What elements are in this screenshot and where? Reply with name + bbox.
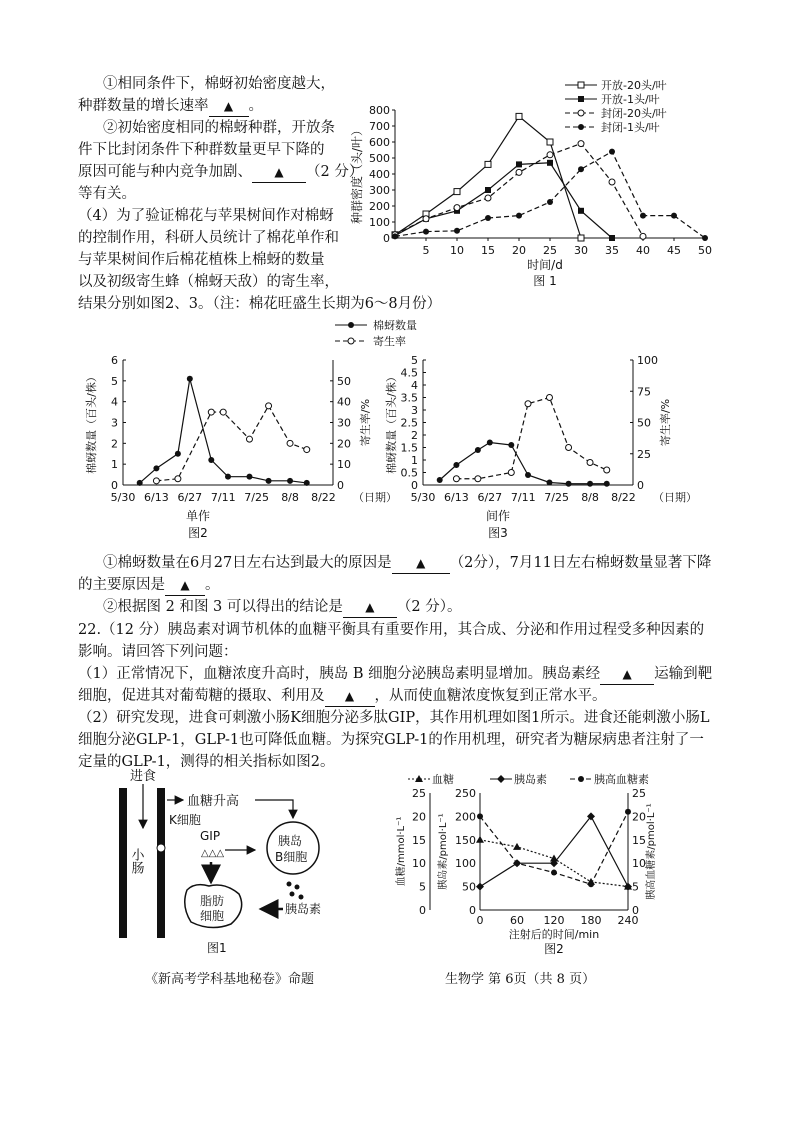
data-point bbox=[266, 403, 272, 409]
y-tick-label: 500 bbox=[369, 152, 390, 165]
series-line bbox=[480, 816, 628, 886]
data-point bbox=[454, 189, 460, 195]
x-tick-label: 25 bbox=[543, 244, 557, 257]
q-line: 以及初级寄生蜂（棉蚜天敌）的寄生率， bbox=[78, 274, 339, 290]
series-line bbox=[456, 398, 606, 479]
data-point bbox=[516, 161, 522, 167]
data-point bbox=[525, 401, 531, 407]
series-line bbox=[440, 443, 607, 484]
data-point bbox=[476, 836, 484, 843]
insulin-tick-label: 0 bbox=[469, 904, 476, 917]
q-line: 影响。请回答下列问题： bbox=[78, 644, 238, 660]
x-tick-label: 7/25 bbox=[244, 491, 269, 504]
data-point bbox=[566, 481, 572, 487]
x-axis-label: 注射后的时间/min bbox=[508, 928, 600, 941]
chart-title: 图 1 bbox=[533, 274, 557, 288]
x-tick-label: 35 bbox=[605, 244, 619, 257]
x-tick-label: 7/25 bbox=[544, 491, 569, 504]
data-point bbox=[453, 476, 459, 482]
data-point bbox=[547, 160, 553, 166]
q-line: 22.（12 分）胰岛素对调节机体的血糖平衡具有重要作用，其合成、分泌和作用过程受多种因素的 bbox=[78, 622, 705, 638]
y-tick-label: 0 bbox=[111, 479, 118, 492]
y-tick-label: 2 bbox=[111, 437, 118, 451]
q-line: ②根据图 2 和图 3 可以得出的结论是 ▲ （2 分）。 bbox=[103, 597, 461, 618]
insulin-tick-label: 250 bbox=[455, 787, 476, 800]
legend-label: 血糖 bbox=[432, 773, 454, 786]
q-line: ①棉蚜数量在6月27日左右达到最大的原因是 ▲ （2分），7月11日左右棉蚜数量显著下降 bbox=[103, 553, 711, 574]
y-tick-label: 4.5 bbox=[400, 366, 418, 380]
panel-title: 图2 bbox=[188, 526, 208, 540]
x-tick-label: 10 bbox=[450, 244, 464, 257]
y-tick-label: 100 bbox=[369, 216, 390, 229]
q-line: 的控制作用，科研人员统计了棉花单作和 bbox=[78, 230, 339, 246]
insulin-tick-label: 100 bbox=[455, 857, 476, 871]
x-tick-label: 6/27 bbox=[177, 491, 203, 504]
y-tick-label: 200 bbox=[369, 200, 390, 213]
data-point bbox=[153, 478, 159, 484]
k-cell bbox=[157, 844, 165, 852]
panel-subtitle: 间作 bbox=[485, 509, 511, 523]
data-point bbox=[578, 235, 584, 241]
data-point bbox=[640, 233, 646, 239]
data-point bbox=[153, 465, 159, 471]
y-tick-label: 3 bbox=[111, 416, 118, 430]
q-line: 细胞分泌GLP-1，GLP-1也可降低血糖。为探究GLP-1的作用机理，研究者为糖尿病患者注射了一 bbox=[78, 732, 704, 748]
y2-tick-label: 0 bbox=[637, 479, 644, 492]
y-tick-label: 3 bbox=[411, 404, 418, 417]
y2-tick-label: 50 bbox=[337, 374, 351, 388]
x-tick-label: 6/27 bbox=[477, 491, 503, 504]
x-tick-label: 7/11 bbox=[510, 491, 536, 504]
glucagon-tick-label: 15 bbox=[632, 833, 646, 847]
gip-molecules: △△△ bbox=[201, 848, 225, 859]
data-point bbox=[287, 440, 293, 446]
y2-tick-label: 25 bbox=[637, 447, 651, 461]
q-line: 等有关。 bbox=[78, 186, 136, 202]
data-point bbox=[578, 110, 584, 116]
q-line: 原因可能与种内竞争加剧、 ▲ （2 分） bbox=[78, 162, 363, 183]
answer-blank[interactable]: ▲ bbox=[392, 553, 450, 574]
y2-tick-label: 30 bbox=[337, 416, 351, 430]
fat-label-1: 脂肪 bbox=[200, 894, 225, 908]
data-point bbox=[546, 395, 552, 401]
x-tick-label: 5/30 bbox=[110, 491, 136, 504]
y-tick-label: 4 bbox=[111, 395, 118, 409]
data-point bbox=[588, 881, 594, 887]
fat-label-2: 细胞 bbox=[200, 909, 225, 923]
q-line: （2）研究发现，进食可刺激小肠K细胞分泌多肽GIP，其作用机理如图1所示。进食还能刺激小肠L bbox=[78, 710, 710, 726]
data-point bbox=[587, 460, 593, 466]
data-point bbox=[437, 477, 443, 483]
y-tick-label: 300 bbox=[369, 184, 390, 197]
x-tick-label: 6/13 bbox=[144, 491, 169, 504]
intestine-label-1: 小肠 bbox=[128, 848, 144, 874]
data-point bbox=[348, 322, 354, 328]
data-point bbox=[546, 480, 552, 486]
glp1-chart bbox=[396, 773, 680, 960]
data-point bbox=[508, 442, 514, 448]
x-tick-label: 180 bbox=[580, 914, 602, 927]
data-point bbox=[475, 476, 481, 482]
legend-label: 寄生率 bbox=[373, 335, 406, 348]
data-point bbox=[246, 474, 252, 480]
data-point bbox=[547, 139, 553, 145]
y2-tick-label: 40 bbox=[337, 395, 351, 409]
y2-tick-label: 20 bbox=[337, 437, 351, 451]
data-point bbox=[508, 470, 514, 476]
data-point bbox=[516, 113, 522, 119]
insulin-axis-label: 胰岛素/pmol·L⁻¹ bbox=[438, 813, 449, 890]
data-point bbox=[578, 166, 584, 172]
answer-blank[interactable]: ▲ bbox=[209, 96, 249, 117]
glucagon-tick-label: 5 bbox=[632, 880, 639, 894]
data-point bbox=[208, 457, 214, 463]
data-point bbox=[266, 478, 272, 484]
intestine-wall-left bbox=[119, 788, 127, 938]
data-point bbox=[578, 208, 584, 214]
data-point bbox=[625, 809, 631, 815]
glucagon-tick-label: 10 bbox=[632, 857, 646, 871]
figure-caption: 图1 bbox=[207, 941, 227, 955]
x-tick-label: 30 bbox=[574, 244, 588, 257]
insulin-label: 胰岛素 bbox=[285, 902, 322, 916]
data-point bbox=[225, 474, 231, 480]
data-point bbox=[485, 161, 491, 167]
glucose-axis-label: 血糖/mmol·L⁻¹ bbox=[396, 816, 407, 887]
answer-blank[interactable]: ▲ bbox=[343, 597, 397, 618]
glucose-to-islet-arrow bbox=[255, 800, 293, 818]
y2-axis-label: 寄生率/% bbox=[359, 398, 372, 447]
series-line bbox=[395, 163, 612, 238]
data-point bbox=[578, 124, 584, 130]
data-point bbox=[578, 96, 584, 102]
data-point bbox=[348, 338, 354, 344]
y-tick-label: 3.5 bbox=[400, 391, 418, 405]
y-tick-label: 400 bbox=[369, 168, 390, 181]
data-point bbox=[304, 480, 310, 486]
k-cell-label: K细胞 bbox=[169, 813, 201, 827]
data-point bbox=[392, 233, 398, 239]
data-point bbox=[187, 376, 193, 382]
data-point bbox=[246, 436, 252, 442]
x-axis-label: （日期） bbox=[353, 491, 397, 504]
y2-axis-label: 寄生率/% bbox=[659, 398, 672, 447]
x-tick-label: 50 bbox=[698, 244, 712, 257]
legend-label: 胰岛素 bbox=[514, 773, 547, 786]
x-tick-label: 8/22 bbox=[311, 491, 336, 504]
data-point bbox=[476, 883, 484, 891]
panel-title: 图3 bbox=[488, 526, 508, 540]
data-point bbox=[220, 409, 226, 415]
glucose-tick-label: 0 bbox=[419, 904, 426, 917]
y-tick-label: 800 bbox=[369, 104, 390, 117]
data-point bbox=[609, 235, 615, 241]
data-point bbox=[454, 205, 460, 211]
data-point bbox=[525, 472, 531, 478]
legend-label: 开放-20头/叶 bbox=[601, 79, 667, 92]
answer-blank[interactable]: ▲ bbox=[252, 162, 306, 183]
y2-tick-label: 75 bbox=[637, 385, 651, 399]
y-tick-label: 5 bbox=[411, 354, 418, 367]
y-axis-label: 棉蚜数量（百头/株） bbox=[85, 371, 98, 474]
glucose-up-label: 血糖升高 bbox=[187, 794, 240, 809]
legend-label: 封闭-1头/叶 bbox=[601, 121, 660, 134]
y-tick-label: 1 bbox=[411, 454, 418, 467]
glucagon-tick-label: 20 bbox=[632, 810, 646, 824]
x-tick-label: 0 bbox=[476, 914, 484, 927]
insulin-tick-label: 150 bbox=[455, 833, 476, 847]
insulin-tick-label: 200 bbox=[455, 810, 476, 824]
x-axis-label: 时间/d bbox=[527, 258, 563, 272]
data-point bbox=[497, 775, 505, 783]
legend-label: 棉蚜数量 bbox=[373, 319, 417, 332]
q-line: 的主要原因是 ▲ 。 bbox=[78, 575, 220, 596]
data-point bbox=[671, 213, 677, 219]
data-point bbox=[578, 141, 584, 147]
data-point bbox=[423, 216, 429, 222]
y-tick-label: 2.5 bbox=[400, 416, 418, 430]
x-tick-label: 5/30 bbox=[410, 491, 436, 504]
q-line: （1）正常情况下，血糖浓度升高时，胰岛 B 细胞分泌胰岛素明显增加。胰岛素经 ▲ 运输到靶 bbox=[78, 664, 712, 685]
data-point bbox=[587, 481, 593, 487]
figure-1-chart bbox=[345, 75, 715, 300]
y-tick-label: 1.5 bbox=[400, 441, 418, 455]
glucose-tick-label: 20 bbox=[412, 810, 426, 824]
data-point bbox=[640, 213, 646, 219]
y-tick-label: 700 bbox=[369, 120, 390, 133]
data-point bbox=[609, 179, 615, 185]
y2-tick-label: 10 bbox=[337, 458, 351, 472]
x-tick-label: 15 bbox=[481, 244, 495, 257]
footer-left: 《新高考学科基地秘卷》命题 bbox=[145, 972, 315, 987]
x-tick-label: 20 bbox=[512, 244, 526, 257]
glucose-tick-label: 5 bbox=[419, 880, 426, 894]
data-point bbox=[513, 843, 521, 850]
data-point bbox=[514, 860, 520, 866]
data-point bbox=[137, 480, 143, 486]
answer-blank[interactable]: ▲ bbox=[325, 686, 375, 707]
y2-tick-label: 100 bbox=[637, 354, 658, 367]
y-tick-label: 0.5 bbox=[400, 466, 418, 480]
data-point bbox=[604, 481, 610, 487]
y-tick-label: 0 bbox=[383, 232, 390, 245]
data-point bbox=[454, 228, 460, 234]
q-line: 件下比封闭条件下种群数量更早下降的 bbox=[78, 142, 325, 158]
answer-blank[interactable]: ▲ bbox=[165, 575, 205, 596]
islet-b-cell bbox=[267, 822, 319, 874]
data-point bbox=[547, 152, 553, 158]
data-point bbox=[516, 169, 522, 175]
y-tick-label: 0 bbox=[411, 479, 418, 492]
legend-label: 封闭-20头/叶 bbox=[601, 107, 667, 120]
q-line: 结果分别如图2、3。（注：棉花旺盛生长期为6～8月份） bbox=[78, 296, 442, 312]
glucose-tick-label: 10 bbox=[412, 857, 426, 871]
insulin-dots bbox=[287, 882, 304, 900]
data-point bbox=[578, 776, 584, 782]
q-line: 种群数量的增长速率 ▲ 。 bbox=[78, 96, 263, 117]
data-point bbox=[208, 409, 214, 415]
gip-mechanism-diagram bbox=[105, 770, 365, 960]
x-tick-label: 45 bbox=[667, 244, 681, 257]
x-tick-label: 8/22 bbox=[611, 491, 636, 504]
x-tick-label: 240 bbox=[617, 914, 639, 927]
glucagon-tick-label: 0 bbox=[632, 904, 639, 917]
glucagon-tick-label: 25 bbox=[632, 787, 646, 800]
b-cell-label: B细胞 bbox=[275, 850, 308, 864]
answer-blank[interactable]: ▲ bbox=[600, 664, 654, 685]
intestine-wall-right bbox=[157, 788, 165, 938]
glucagon-axis-label: 胰高血糖素/pmol·L⁻¹ bbox=[646, 803, 657, 900]
glucose-tick-label: 25 bbox=[412, 787, 426, 800]
data-point bbox=[475, 447, 481, 453]
data-point bbox=[304, 447, 310, 453]
data-point bbox=[566, 445, 572, 451]
x-axis-label: （日期） bbox=[653, 491, 697, 504]
y-axis-label: 种群密度（头/叶） bbox=[350, 123, 364, 225]
data-point bbox=[423, 229, 429, 235]
data-point bbox=[578, 82, 584, 88]
data-point bbox=[547, 199, 553, 205]
data-point bbox=[485, 187, 491, 193]
x-tick-label: 6/13 bbox=[444, 491, 469, 504]
islet-label: 胰岛 bbox=[278, 834, 303, 848]
figure-2-3-charts bbox=[75, 310, 695, 550]
q-line: 与苹果树间作后棉花植株上棉蚜的数量 bbox=[78, 252, 325, 268]
q-line: ①相同条件下，棉蚜初始密度越大， bbox=[103, 76, 335, 92]
y2-tick-label: 0 bbox=[337, 479, 344, 492]
panel-subtitle: 单作 bbox=[185, 509, 211, 523]
data-point bbox=[477, 813, 483, 819]
x-tick-label: 5 bbox=[422, 244, 430, 257]
series-line bbox=[140, 379, 307, 483]
x-tick-label: 7/11 bbox=[210, 491, 236, 504]
y-tick-label: 4 bbox=[411, 379, 418, 392]
y-tick-label: 600 bbox=[369, 136, 390, 149]
data-point bbox=[287, 478, 293, 484]
q-line: （4）为了验证棉花与苹果树间作对棉蚜 bbox=[78, 208, 334, 224]
legend-label: 胰高血糖素 bbox=[594, 773, 649, 786]
x-tick-label: 8/8 bbox=[281, 491, 299, 504]
eat-label: 进食 bbox=[130, 769, 157, 784]
gip-label: GIP bbox=[200, 829, 221, 843]
data-point bbox=[516, 213, 522, 219]
data-point bbox=[453, 462, 459, 468]
x-tick-label: 60 bbox=[510, 914, 524, 927]
data-point bbox=[485, 195, 491, 201]
chart-title: 图2 bbox=[544, 942, 564, 956]
glucose-tick-label: 15 bbox=[412, 833, 426, 847]
series-line bbox=[395, 144, 643, 237]
insulin-tick-label: 50 bbox=[462, 880, 476, 894]
q-line: ②初始密度相同的棉蚜种群，开放条 bbox=[103, 120, 335, 136]
data-point bbox=[604, 467, 610, 473]
footer-right: 生物学 第 6页（共 8 页） bbox=[445, 972, 596, 987]
y-tick-label: 5 bbox=[111, 374, 118, 388]
data-point bbox=[485, 215, 491, 221]
data-point bbox=[702, 235, 708, 241]
data-point bbox=[551, 870, 557, 876]
y2-tick-label: 50 bbox=[637, 416, 651, 430]
y-tick-label: 1 bbox=[111, 458, 118, 472]
x-tick-label: 8/8 bbox=[581, 491, 599, 504]
legend-label: 开放-1头/叶 bbox=[601, 93, 660, 106]
data-point bbox=[175, 451, 181, 457]
q-line: 定量的GLP-1，测得的相关指标如图2。 bbox=[78, 754, 335, 770]
y-tick-label: 6 bbox=[111, 354, 118, 367]
y-tick-label: 2 bbox=[411, 429, 418, 442]
x-tick-label: 120 bbox=[543, 914, 565, 927]
data-point bbox=[487, 440, 493, 446]
data-point bbox=[175, 476, 181, 482]
x-tick-label: 40 bbox=[636, 244, 650, 257]
y-axis-label: 棉蚜数量（百头/株） bbox=[385, 371, 398, 474]
q-line: 细胞，促进其对葡萄糖的摄取、利用及 ▲ ，从而使血糖浓度恢复到正常水平。 bbox=[78, 686, 607, 707]
data-point bbox=[609, 149, 615, 155]
